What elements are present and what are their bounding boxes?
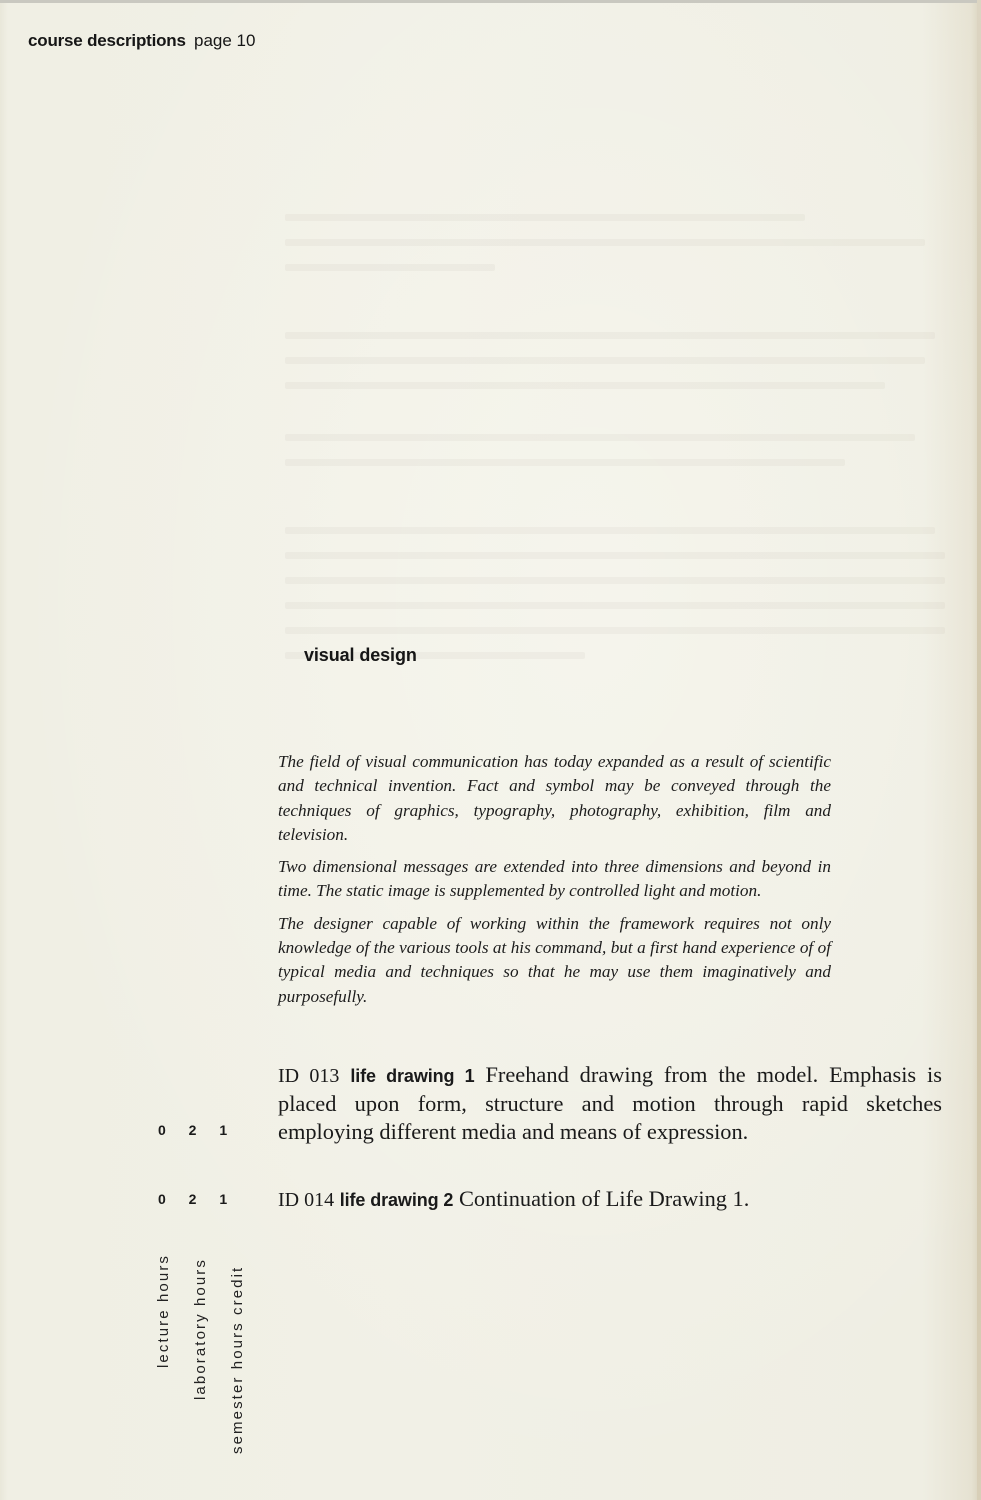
column-label-credit (231, 1236, 251, 1454)
intro-paragraph: The field of visual communication has today expanded as a result of scientific and technical invention. Fact and symbol may be conveyed through the techniques of graphics, typography, photography, exhibition, film and television. (278, 752, 831, 844)
course-name: life drawing 1 (350, 1066, 475, 1086)
page-number: page 10 (194, 31, 256, 50)
semester-hours-credit-label: semester hours credit (229, 1265, 246, 1454)
header-title: course descriptions (28, 31, 186, 50)
course-description: Freehand drawing from the model. Emphasis is placed upon form, structure and motion through rapid sketches employing different media and means of expression. (278, 1062, 942, 1144)
credit-hours-value: 1 (219, 1122, 228, 1138)
course-hours-row (158, 1191, 250, 1207)
intro-paragraph: The designer capable of working within the framework requires not only knowledge of the various tools at his command, but a first hand experience of of typical media and techniques so that he may use them imaginatively and purposefully. (278, 913, 831, 1006)
intro-paragraph: Two dimensional messages are extended into three dimensions and beyond in time. The static image is supplemented by controlled light and motion. (278, 857, 831, 901)
running-header (28, 31, 255, 51)
course-code: ID 014 (278, 1189, 335, 1211)
course-name: life drawing 2 (339, 1190, 454, 1210)
page-top-edge (0, 0, 981, 3)
credit-hours-value: 1 (219, 1191, 228, 1207)
lecture-hours-value: 0 (158, 1122, 166, 1138)
laboratory-hours-value: 2 (188, 1122, 197, 1138)
laboratory-hours-value: 2 (188, 1191, 197, 1207)
page-right-edge (977, 0, 981, 1500)
course-description: Continuation of Life Drawing 1. (458, 1186, 750, 1211)
course-entry (278, 1185, 942, 1214)
column-label-lecture (157, 1236, 177, 1368)
column-label-laboratory (194, 1236, 214, 1400)
section-title: visual design (304, 645, 417, 665)
course-code: ID 013 (278, 1065, 340, 1087)
lecture-hours-value: 0 (158, 1191, 166, 1207)
laboratory-hours-label: laboratory hours (192, 1258, 209, 1400)
course-entry (278, 1061, 942, 1146)
course-hours-row (158, 1122, 250, 1138)
lecture-hours-label: lecture hours (155, 1253, 172, 1368)
section-intro (278, 750, 831, 1017)
